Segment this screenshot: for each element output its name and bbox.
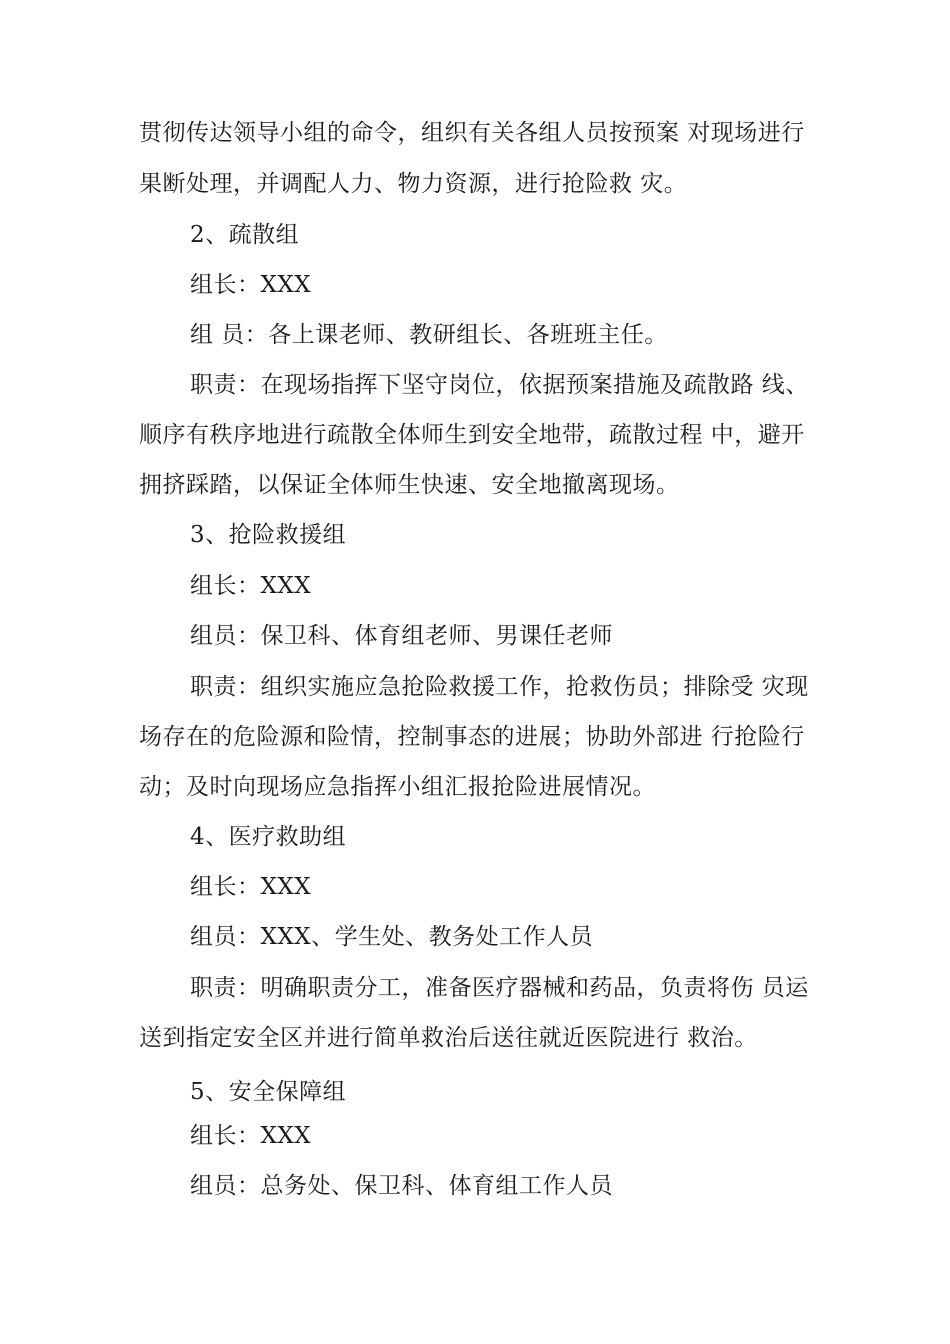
- section-3-leader: 组长：XXX: [190, 573, 312, 599]
- section-4-members: 组员：XXX、学生处、教务处工作人员: [190, 924, 594, 950]
- section-2-duty-line-3: 拥挤踩踏，以保证全体师生快速、安全地撤离现场。: [139, 472, 680, 498]
- section-3-members: 组员：保卫科、体育组老师、男课任老师: [190, 623, 613, 649]
- intro-line-1: 贯彻传达领导小组的命令，组织有关各组人员按预案 对现场进行: [139, 120, 805, 146]
- section-2-duty-line-1: 职责：在现场指挥下坚守岗位，依据预案措施及疏散路 线、: [190, 372, 809, 398]
- section-4-heading: 4、医疗救助组: [190, 824, 347, 850]
- section-5-members: 组员：总务处、保卫科、体育组工作人员: [190, 1173, 613, 1199]
- section-2-duty-line-2: 顺序有秩序地进行疏散全体师生到安全地带，疏散过程 中，避开: [139, 422, 805, 448]
- intro-line-2: 果断处理，并调配人力、物力资源，进行抢险救 灾。: [139, 171, 688, 197]
- section-4-duty-line-1: 职责：明确职责分工，准备医疗器械和药品，负责将伤 员运: [190, 975, 809, 1001]
- section-3-duty-line-1: 职责：组织实施应急抢险救援工作，抢救伤员；排除受 灾现: [190, 674, 809, 700]
- section-3-duty-line-3: 动；及时向现场应急指挥小组汇报抢险进展情况。: [139, 774, 656, 800]
- section-2-leader: 组长：XXX: [190, 272, 312, 298]
- section-2-members: 组 员：各上课老师、教研组长、各班班主任。: [190, 322, 668, 348]
- section-2-heading: 2、疏散组: [190, 222, 300, 248]
- section-5-leader: 组长：XXX: [190, 1123, 312, 1149]
- section-3-duty-line-2: 场存在的危险源和险情，控制事态的进展；协助外部进 行抢险行: [139, 724, 805, 750]
- section-3-heading: 3、抢险救援组: [190, 522, 347, 548]
- section-4-leader: 组长：XXX: [190, 874, 312, 900]
- section-4-duty-line-2: 送到指定安全区并进行简单救治后送往就近医院进行 救治。: [139, 1025, 758, 1051]
- section-5-heading: 5、安全保障组: [190, 1079, 347, 1105]
